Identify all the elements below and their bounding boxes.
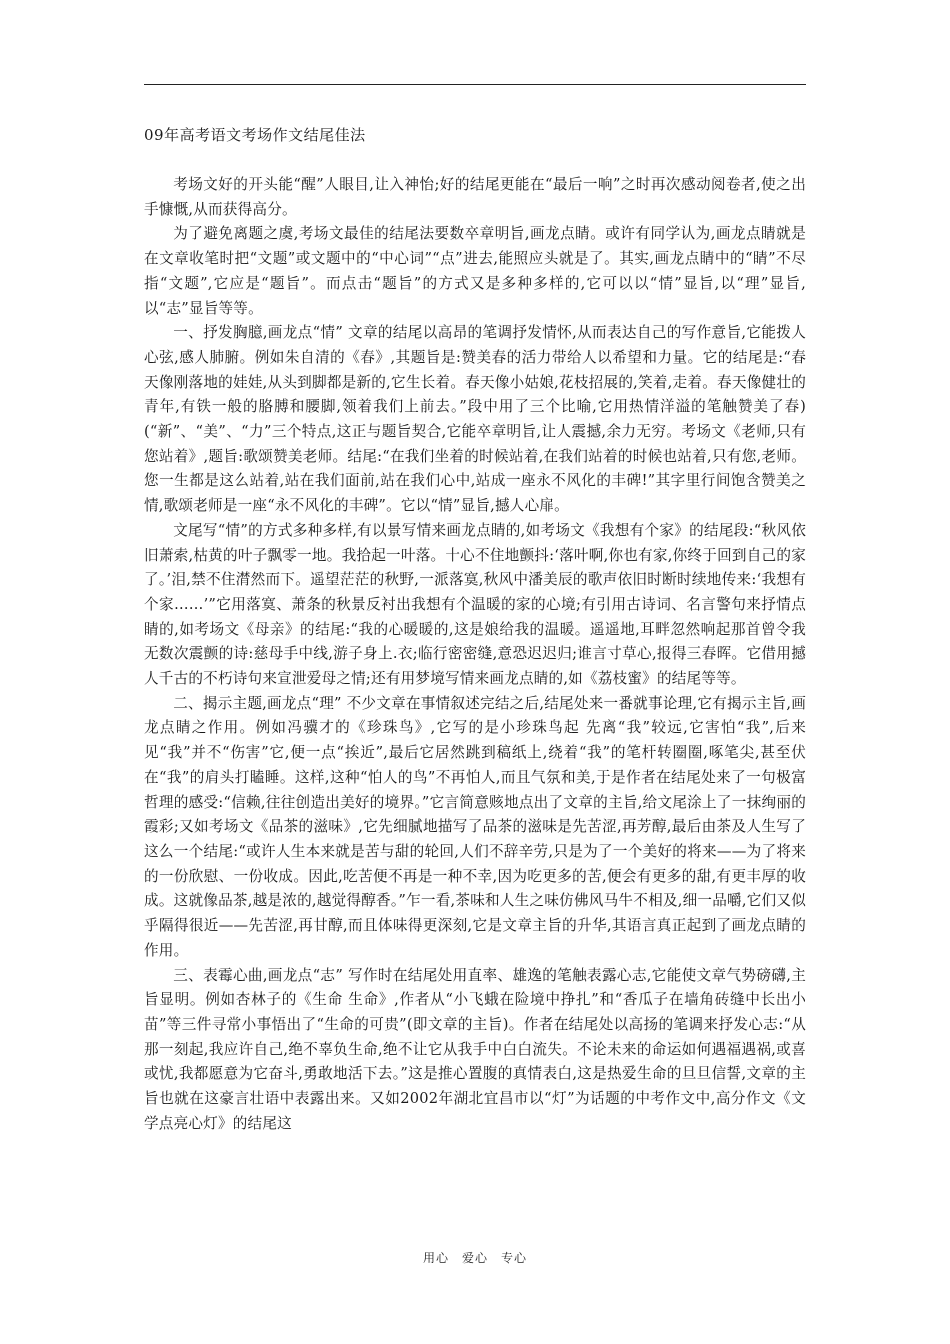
document-title: 09年高考语文考场作文结尾佳法: [144, 126, 366, 144]
header-rule: [144, 84, 806, 85]
paragraph: 一、抒发胸臆,画龙点“情” 文章的结尾以高昂的笔调抒发情怀,从而表达自己的写作意旨,它能拨人心弦,感人肺腑。例如朱自清的《春》,其题旨是:赞美春的活力带给人以希望和力量。它的结尾是:“春天像刚落地的娃娃,从头到脚都是新的,它生长着。春天像小姑娘,花枝招展的,笑着,走着。春天像健壮的青年,有铁一般的胳膊和腰脚,领着我们上前去。”段中用了三个比喻,它用热情洋溢的笔触赞美了春)(“新”、“美”、“力”三个特点,这正与题旨契合,它能卒章明旨,让人震撼,余力无穷。考场文《老师,只有您站着》,题旨:歌颂赞美老师。结尾:“在我们坐着的时候站着,在我们站着的时候也站着,只有您,老师。您一生都是这么站着,站在我们面前,站在我们心中,站成一座永不风化的丰碑!”其字里行间饱含赞美之情,歌颂老师是一座“永不风化的丰碑”。它以“情”显旨,撼人心扉。: [144, 324, 806, 515]
paragraph: 文尾写“情”的方式多种多样,有以景写情来画龙点睛的,如考场文《我想有个家》的结尾段:“秋风依旧萧索,枯黄的叶子飘零一地。我拾起一叶落。十心不住地颤抖:‘落叶啊,你也有家,你终于回到自己的家了。’泪,禁不住潸然而下。遥望茫茫的秋野,一派落寞,秋风中潘美辰的歌声依旧时断时续地传来:‘我想有个家……’”它用落寞、萧条的秋景反衬出我想有个温暖的家的心境;有引用古诗词、名言警句来抒情点睛的,如考场文《母亲》的结尾:“我的心暖暖的,这是娘给我的温暖。遥遥地,耳畔忽然响起那首曾令我无数次震颤的诗:慈母手中线,游子身上.衣;临行密密缝,意恐迟迟归;谁言寸草心,报得三春晖。它借用撼人千古的不朽诗句来宣泄爱母之情;还有用梦境写情来画龙点睛的,如《荔枝蜜》的结尾等等。: [144, 521, 806, 688]
page-footer: 用心 爱心 专心: [422, 1251, 527, 1265]
paragraph: 三、表霉心曲,画龙点“志” 写作时在结尾处用直率、雄逸的笔触表露心志,它能使文章气势磅礴,主旨显明。例如杏林子的《生命 生命》,作者从“小飞蛾在险境中挣扎”和“香瓜子在墙角砖缝中长出小苗”等三件寻常小事悟出了“生命的可贵”(即文章的主旨)。作者在结尾处以高扬的笔调来抒发心志:“从那一刻起,我应许自己,绝不辜负生命,绝不让它从我手中白白流失。不论未来的命运如何遇福遇祸,或喜或忧,我都愿意为它奋斗,勇敢地活下去。”这是推心置腹的真情表白,这是热爱生命的旦旦信誓,文章的主旨也就在这豪言壮语中表露出来。又如2002年湖北宜昌市以“灯”为话题的中考作文中,高分作文《文学点亮心灯》的结尾这: [144, 966, 806, 1132]
paragraph: 二、揭示主题,画龙点“理” 不少文章在事情叙述完结之后,结尾处来一番就事论理,它有揭示主旨,画龙点睛之作用。例如冯骥才的《珍珠鸟》,它写的是小珍珠鸟起 先离“我”较远,它害怕“我”,后来见“我”并不“伤害”它,便一点“挨近”,最后它居然跳到稿纸上,绕着“我”的笔杆转圈圈,啄笔尖,甚至伏在“我”的肩头打瞌睡。这样,这种“怕人的鸟”不再怕人,而且气氛和美,于是作者在结尾处来了一句极富哲理的感受:“信赖,往往创造出美好的境界。”它言简意赅地点出了文章的主旨,给文尾涂上了一抹绚丽的霞彩;又如考场文《品茶的滋味》,它先细腻地描写了品茶的滋味是先苦涩,再芳醇,最后由茶及人生写了这么一个结尾:“或许人生本来就是苦与甜的轮回,人们不辞辛劳,只是为了一个美好的将来——为了将来的一份欣慰、一份收成。因此,吃苦便不再是一种不幸,因为吃更多的苦,便会有更多的甜,有更丰厚的收成。这就像品茶,越是浓的,越觉得醇香。”乍一看,茶味和人生之味仿佛风马牛不相及,细一品嚼,它们又似乎隔得很近——先苦涩,再甘醇,而且体味得更深刻,它是文章主旨的升华,其语言真正起到了画龙点睛的作用。: [144, 694, 806, 959]
paragraph: 为了避免离题之虞,考场文最佳的结尾法要数卒章明旨,画龙点睛。或许有同学认为,画龙点睛就是在文章收笔时把“文题”或文题中的“中心词”“点”进去,能照应头就是了。其实,画龙点睛中的“睛”不尽指“文题”,它应是“题旨”。而点击“题旨”的方式又是多种多样的,它可以以“情”显旨,以“理”显旨,以“志”显旨等等。: [144, 225, 806, 317]
paragraph: 考场文好的开头能“醒”人眼目,让入神怡;好的结尾更能在“最后一响”之时再次感动阅卷者,使之出手慷慨,从而获得高分。: [144, 176, 806, 218]
document-body: [144, 173, 806, 1243]
